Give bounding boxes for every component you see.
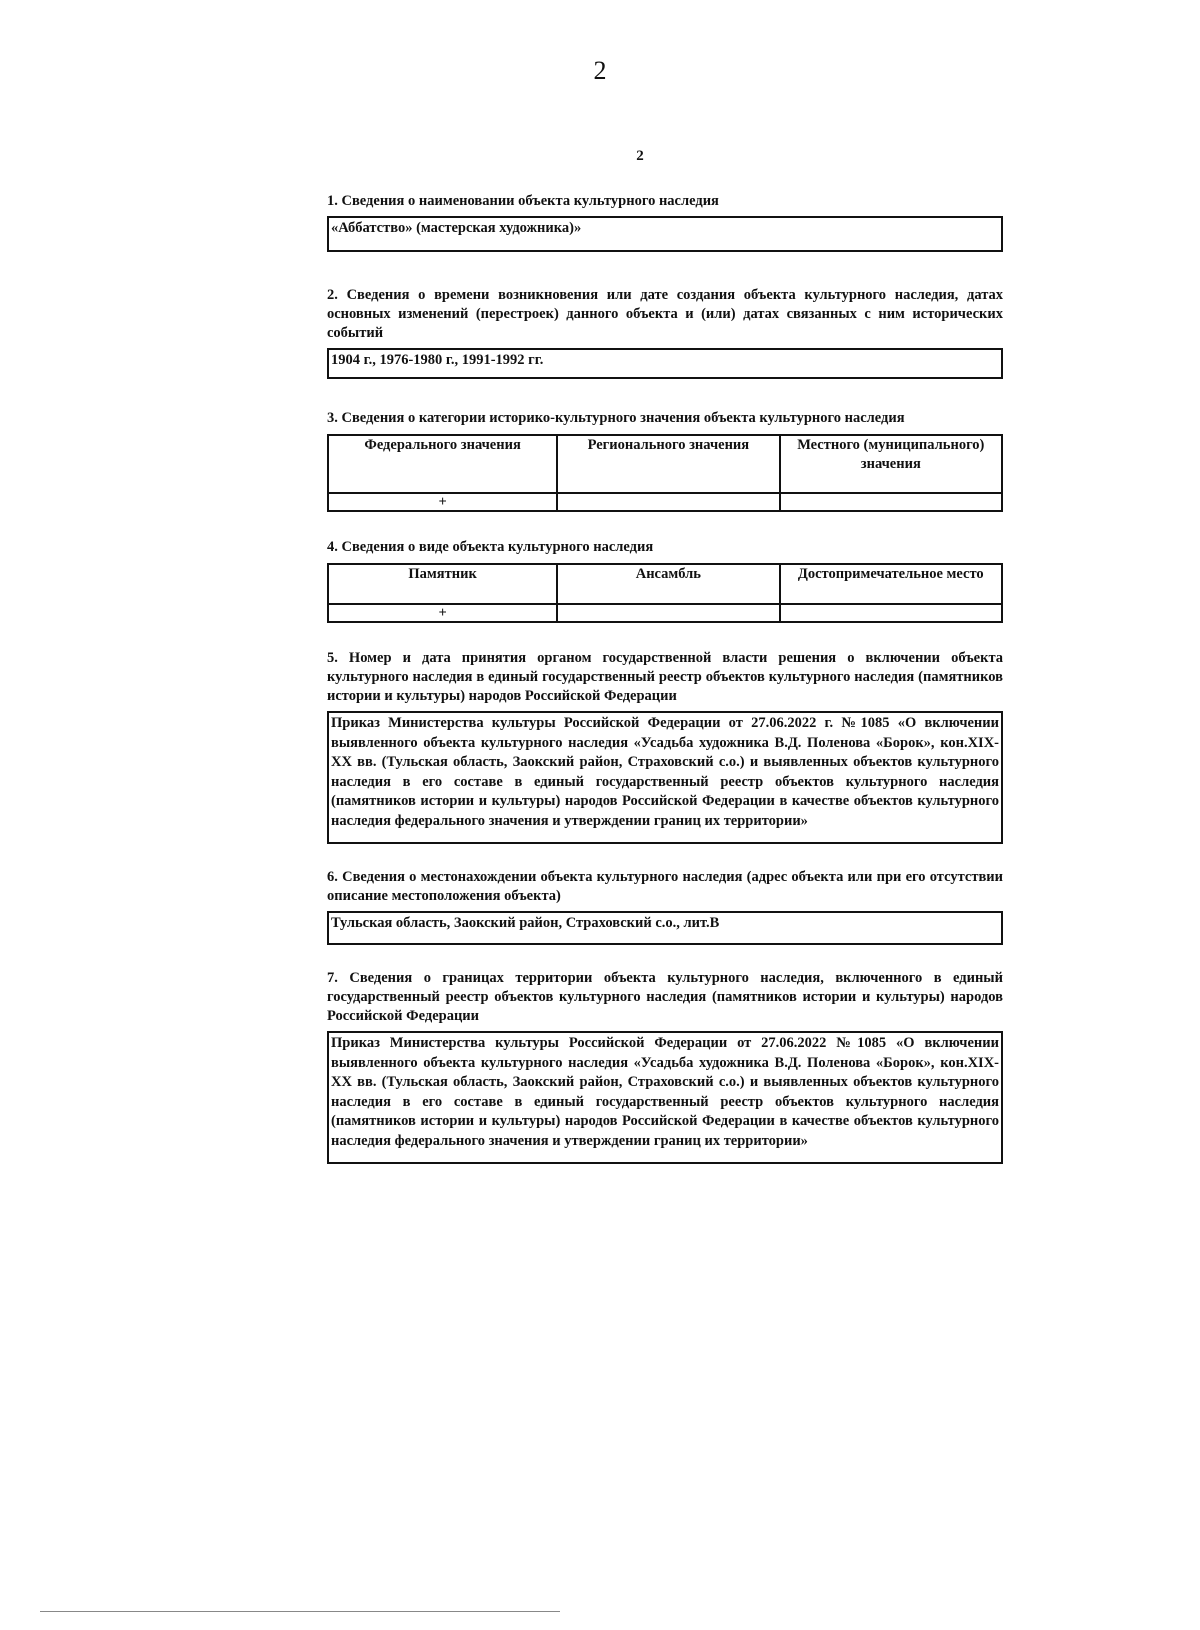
- object-name-field: «Аббатство» (мастерская художника)»: [327, 216, 1003, 252]
- section-heading: 5. Номер и дата принятия органом государственной власти решения о включении объекта культурного наследия в единый государственный реестр объектов культурного наследия (памятников истории и культуры) народов Российской Федерации: [327, 650, 1003, 704]
- object-dates-field: 1904 г., 1976-1980 г., 1991-1992 гг.: [327, 348, 1003, 379]
- category-federal: Федерального значения: [328, 435, 557, 493]
- section-registry-decision: [327, 649, 1003, 844]
- section-heading: 2. Сведения о времени возникновения или дате создания объекта культурного наследия, датах основных изменений (перестроек) данного объекта и (или) датах связанных с ним исторических событий: [327, 287, 1003, 341]
- registry-decision-field: Приказ Министерства культуры Российской Федерации от 27.06.2022 г. №1085 «О включении выявленного объекта культурного наследия «Усадьба художника В.Д. Поленова «Борок», кон.XIX-XX вв. (Тульская область, Заокский район, Страховский с.о.) и выявленных объектов культурного наследия в его составе в единый государственный реестр объектов культурного наследия (памятников истории и культуры) народов Российской Федерации в качестве объектов культурного наследия федерального значения и утверждении границ их территории»: [327, 711, 1003, 844]
- section-heading: 6. Сведения о местонахождении объекта культурного наследия (адрес объекта или при его отсутствии описание местоположения объекта): [327, 869, 1003, 904]
- section-heading: 1. Сведения о наименовании объекта культурного наследия: [327, 193, 719, 209]
- section-boundaries: [327, 969, 1003, 1164]
- document-body: [327, 192, 1003, 1164]
- kind-ensemble-mark: [557, 604, 779, 622]
- category-federal-mark: +: [328, 493, 557, 511]
- page-number-top: 2: [593, 56, 607, 85]
- section-kind: [327, 538, 1003, 623]
- section-heading: 4. Сведения о виде объекта культурного наследия: [327, 539, 654, 555]
- kind-landmark: Достопримечательное место: [780, 564, 1002, 604]
- category-regional: Регионального значения: [557, 435, 779, 493]
- kind-landmark-mark: [780, 604, 1002, 622]
- category-regional-mark: [557, 493, 779, 511]
- boundaries-field: Приказ Министерства культуры Российской Федерации от 27.06.2022 №1085 «О включении выявленного объекта культурного наследия «Усадьба художника В.Д. Поленова «Борок», кон.XIX-XX вв. (Тульская область, Заокский район, Страховский с.о.) и выявленных объектов культурного наследия в его составе в единый государственный реестр объектов культурного наследия (памятников истории и культуры) народов Российской Федерации в качестве объектов культурного наследия федерального значения и утверждении границ их территории»: [327, 1031, 1003, 1164]
- section-name: [327, 192, 1003, 252]
- page-number-inner: 2: [636, 148, 644, 164]
- category-table: [327, 434, 1003, 512]
- category-local: Местного (муниципального) значения: [780, 435, 1002, 493]
- scan-edge-line: [40, 1611, 560, 1612]
- section-heading: 3. Сведения о категории историко-культурного значения объекта культурного наследия: [327, 410, 905, 426]
- category-local-mark: [780, 493, 1002, 511]
- kind-table: [327, 563, 1003, 623]
- section-location: [327, 868, 1003, 945]
- kind-ensemble: Ансамбль: [557, 564, 779, 604]
- kind-monument-mark: +: [328, 604, 557, 622]
- kind-monument: Памятник: [328, 564, 557, 604]
- location-field: Тульская область, Заокский район, Страховский с.о., лит.В: [327, 911, 1003, 945]
- section-heading: 7. Сведения о границах территории объекта культурного наследия, включенного в единый государственный реестр объектов культурного наследия (памятников истории и культуры) народов Российской Федерации: [327, 970, 1003, 1024]
- section-category: [327, 409, 1003, 512]
- section-dates: [327, 286, 1003, 379]
